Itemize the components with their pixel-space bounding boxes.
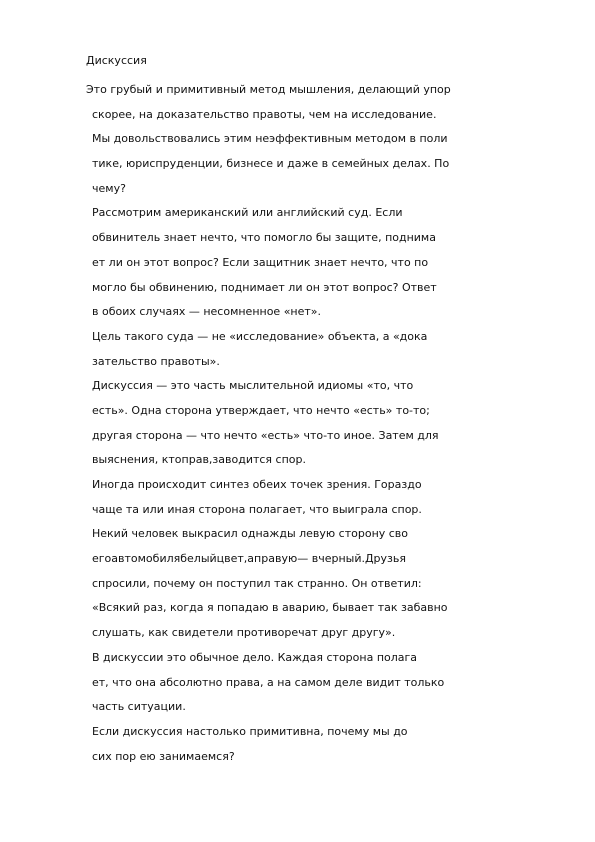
text-line: есть». Одна сторона утверждает, что нечто «есть» то-то; bbox=[92, 403, 430, 417]
text-line: обвинитель знает нечто, что помогло бы защите, поднима bbox=[92, 231, 436, 245]
text-line: ет ли он этот вопрос? Если защитник знает нечто, что по bbox=[92, 255, 429, 269]
text-line: выяснения, ктоправ,заводится спор. bbox=[92, 453, 306, 467]
text-line: тике, юриспруденции, бизнесе и даже в семейных делах. По bbox=[92, 157, 450, 171]
text-line: Это грубый и примитивный метод мышления, делающий упор bbox=[86, 83, 451, 96]
text-line: «Всякий раз, когда я попадаю в аварию, бывает так забавно bbox=[92, 601, 448, 615]
text-line: могло бы обвинению, поднимает ли он этот вопрос? Ответ bbox=[92, 280, 437, 294]
text-line: спросили, почему он поступил так странно. Он ответил: bbox=[92, 576, 422, 590]
text-line: В дискуссии это обычное дело. Каждая сторона полага bbox=[92, 650, 418, 664]
text-line: Иногда происходит синтез обеих точек зрения. Гораздо bbox=[92, 478, 422, 491]
text-line: Дискуссия — это часть мыслительной идиомы «то, что bbox=[92, 379, 414, 393]
text-line: Цель такого суда — не «исследование» объекта, а «дока bbox=[92, 329, 428, 343]
text-line: чему? bbox=[92, 181, 126, 195]
text-line: ет, что она абсолютно права, а на самом деле видит только bbox=[92, 675, 445, 689]
text-line: скорее, на доказательство правоты, чем на исследование. bbox=[92, 107, 437, 121]
text-line: сих пор ею занимаемся? bbox=[92, 749, 235, 763]
text-line: другая сторона — что нечто «есть» что-то иное. Затем для bbox=[92, 428, 439, 442]
text-line: в обоих случаях — несомненное «нет». bbox=[92, 305, 322, 319]
document-title: Дискуссия bbox=[86, 54, 147, 67]
document-body bbox=[0, 78, 595, 769]
text-line: Мы довольствовались этим неэффективным методом в поли bbox=[92, 132, 448, 146]
text-line: чаще та или иная сторона полагает, что выиграла спор. bbox=[92, 502, 422, 516]
text-line: зательство правоты». bbox=[92, 354, 220, 368]
text-line: Некий человек выкрасил однажды левую сторону сво bbox=[92, 527, 409, 541]
text-line: егоавтомобилябелыйцвет,аправую— вчерный.Друзья bbox=[92, 552, 406, 566]
text-line: слушать, как свидетели противоречат друг другу». bbox=[92, 626, 396, 640]
text-line: Рассмотрим американский или английский суд. Если bbox=[92, 206, 403, 220]
text-line: Если дискуссия настолько примитивна, почему мы до bbox=[92, 724, 408, 738]
text-line: часть ситуации. bbox=[92, 700, 186, 714]
